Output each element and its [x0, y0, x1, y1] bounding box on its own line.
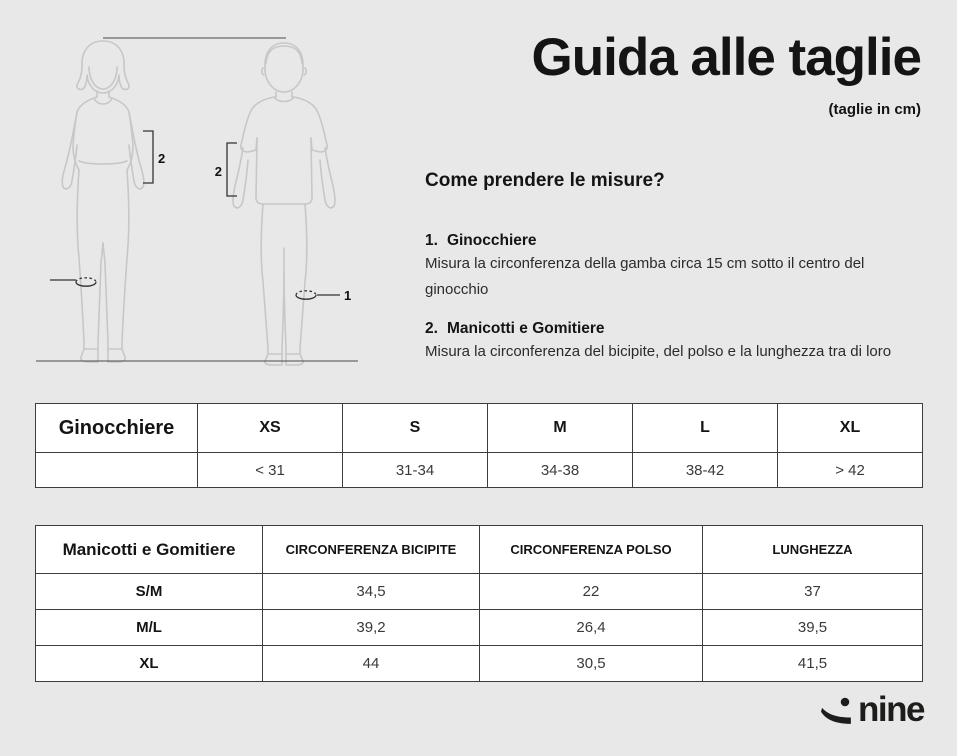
- col-header-bicipite: CIRCONFERENZA BICIPITE: [263, 526, 480, 574]
- col-header-lunghezza: LUNGHEZZA: [703, 526, 923, 574]
- measuring-instructions: [425, 170, 922, 382]
- table-row: [36, 453, 923, 488]
- brand-logo: [821, 690, 924, 730]
- value-cell: 34-38: [488, 453, 633, 488]
- table-title: Manicotti e Gomitiere: [36, 526, 263, 574]
- size-header-l: L: [633, 404, 778, 453]
- value-cell: 37: [703, 574, 923, 610]
- size-header-xs: XS: [198, 404, 343, 453]
- value-cell: > 42: [778, 453, 923, 488]
- value-cell: 44: [263, 646, 480, 682]
- table-row-ml: [36, 610, 923, 646]
- value-cell: 39,5: [703, 610, 923, 646]
- table-header-row: [36, 526, 923, 574]
- arm-measure-label-man: 2: [214, 164, 222, 179]
- col-header-polso: CIRCONFERENZA POLSO: [480, 526, 703, 574]
- value-cell: 31-34: [343, 453, 488, 488]
- instruction-title: [425, 320, 922, 338]
- arm-measure-bracket-man: [215, 143, 237, 196]
- empty-cell: [36, 453, 198, 488]
- row-label: S/M: [36, 574, 263, 610]
- table-header-row: [36, 404, 923, 453]
- instruction-number: 1.: [425, 232, 438, 249]
- nine-logo-icon: [821, 695, 853, 725]
- size-header-m: M: [488, 404, 633, 453]
- instruction-number: 2.: [425, 320, 438, 337]
- page-title: Guida alle taglie: [531, 28, 921, 87]
- instruction-name: Manicotti e Gomitiere: [446, 320, 605, 337]
- row-label: M/L: [36, 610, 263, 646]
- value-cell: < 31: [198, 453, 343, 488]
- body-measurement-illustration: [28, 18, 380, 374]
- nine-logo-text: nine: [858, 690, 924, 729]
- arm-measure-label-woman: 2: [158, 151, 166, 166]
- instruction-item-ginocchiere: [425, 232, 922, 303]
- knee-measure-woman: [50, 278, 96, 286]
- ginocchiere-size-table: [35, 403, 923, 488]
- value-cell: 39,2: [263, 610, 480, 646]
- header: [532, 28, 921, 118]
- value-cell: 38-42: [633, 453, 778, 488]
- arm-measure-bracket-woman: [143, 131, 165, 183]
- value-cell: 22: [480, 574, 703, 610]
- table-row-xl: [36, 646, 923, 682]
- instruction-text: Misura la circonferenza del bicipite, del polso e la lunghezza tra di loro: [425, 343, 892, 360]
- instruction-item-manicotti: [425, 320, 922, 365]
- units-note: (taglie in cm): [828, 100, 921, 118]
- table-title: Ginocchiere: [36, 404, 198, 453]
- size-header-xl: XL: [778, 404, 923, 453]
- value-cell: 41,5: [703, 646, 923, 682]
- value-cell: 30,5: [480, 646, 703, 682]
- row-label: XL: [36, 646, 263, 682]
- man-figure: [233, 43, 335, 365]
- size-header-s: S: [343, 404, 488, 453]
- instructions-heading: Come prendere le misure?: [425, 170, 665, 191]
- value-cell: 26,4: [480, 610, 703, 646]
- table-row-sm: [36, 574, 923, 610]
- woman-figure: [62, 41, 144, 362]
- knee-measure-label-man: 1: [344, 288, 352, 303]
- instruction-title: [425, 232, 922, 250]
- instruction-name: Ginocchiere: [446, 232, 537, 249]
- value-cell: 34,5: [263, 574, 480, 610]
- instruction-text: Misura la circonferenza della gamba circa 15 cm sotto il centro del ginocchio: [425, 255, 865, 298]
- manicotti-size-table: [35, 525, 923, 682]
